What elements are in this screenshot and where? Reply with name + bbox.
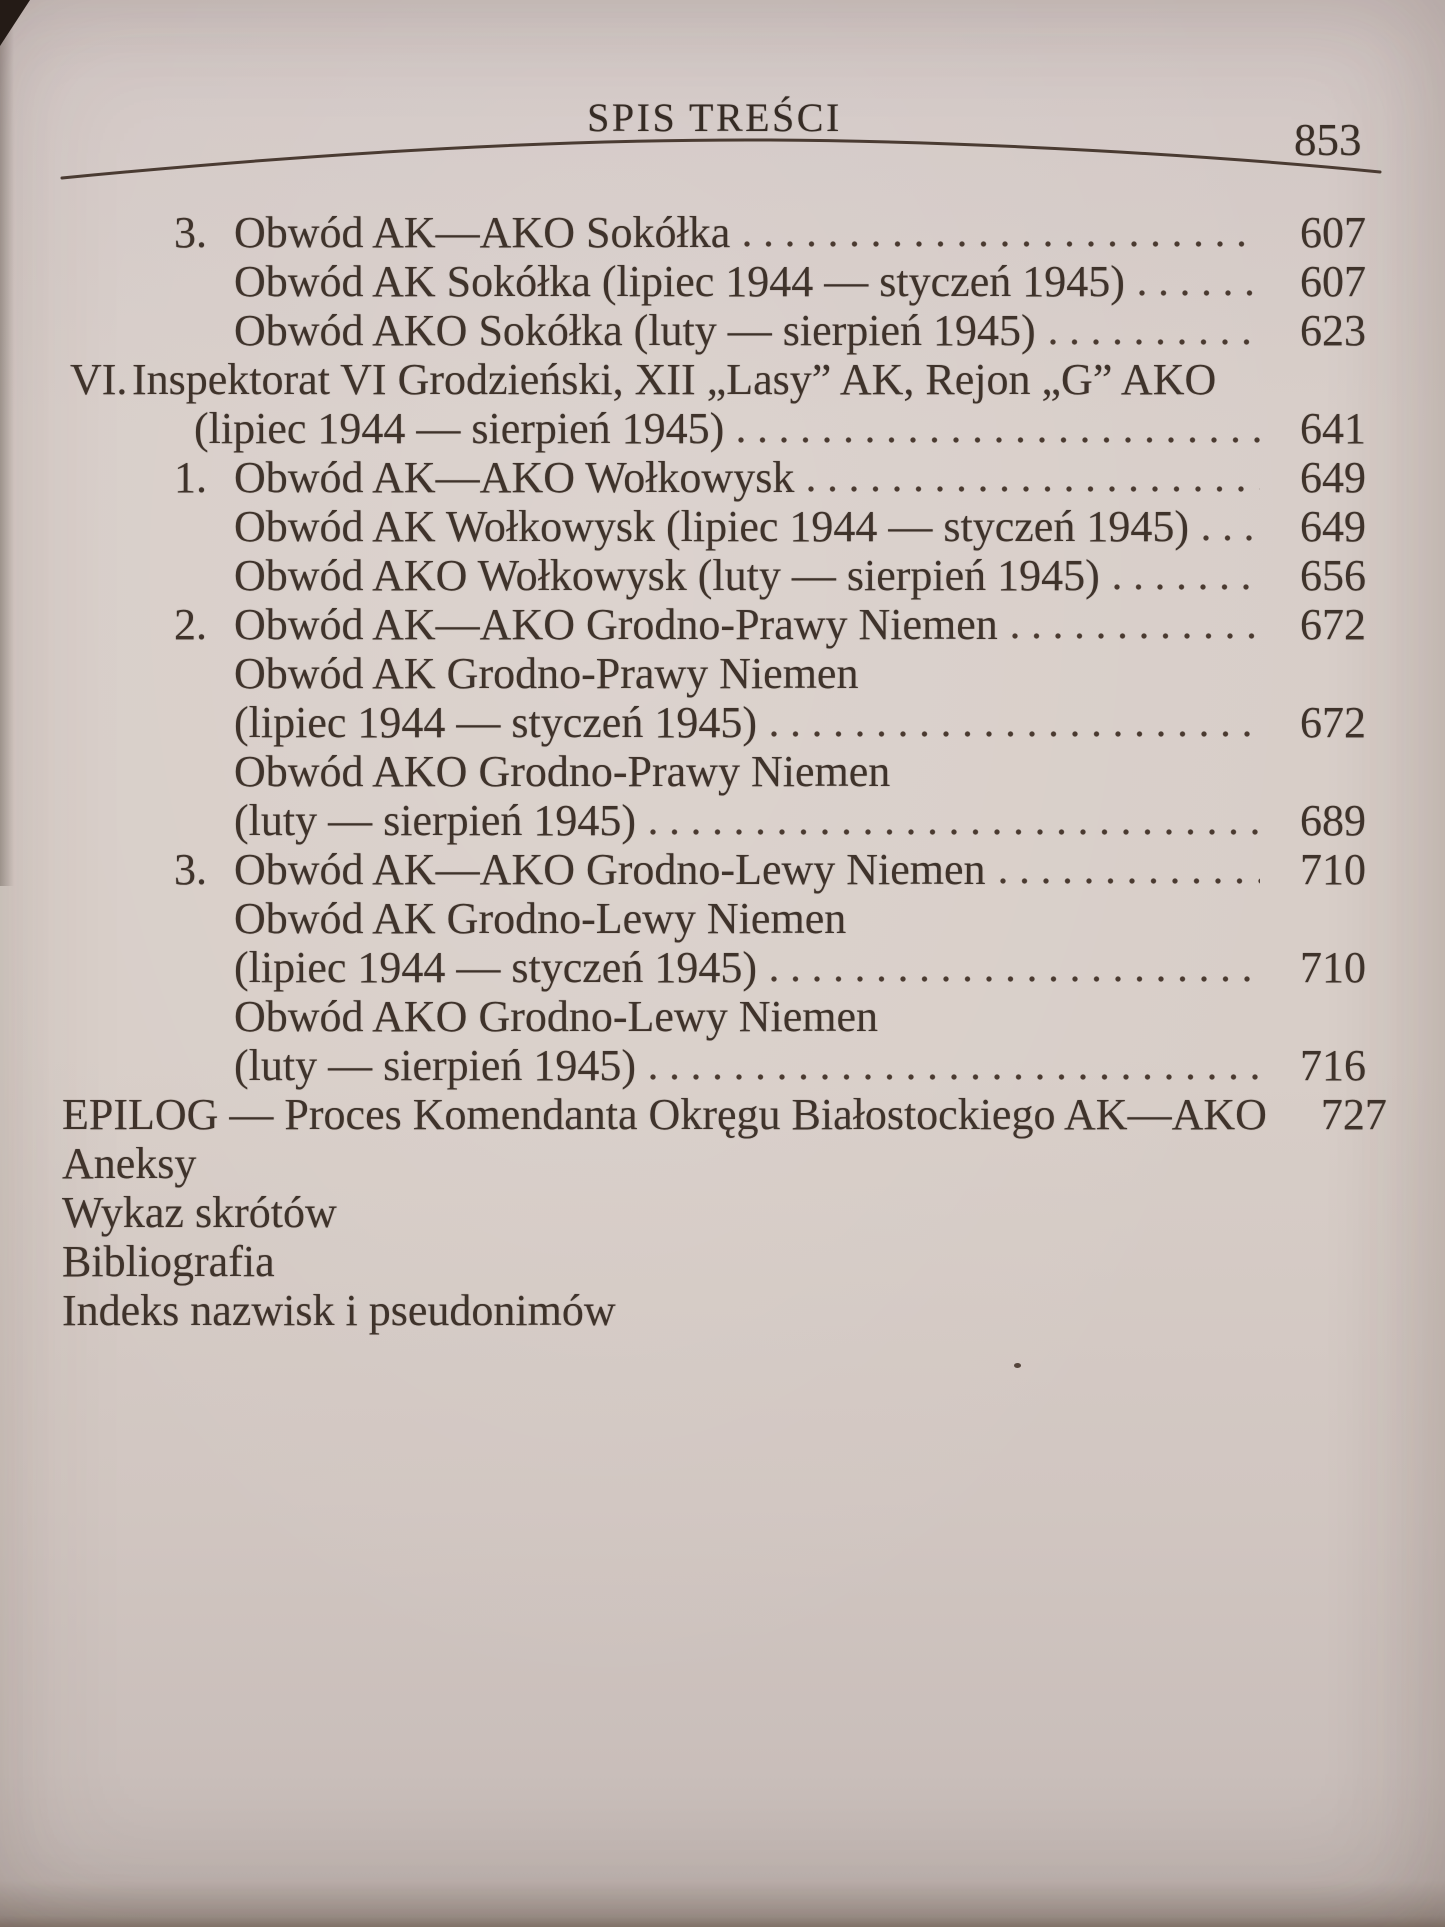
- toc-entry-title: Aneksy: [62, 1139, 197, 1188]
- dot-leader: [892, 1025, 1260, 1031]
- toc-entry-title: EPILOG — Proces Komendanta Okręgu Białostockiego AK—AKO: [62, 1090, 1267, 1139]
- dot-leader: [738, 437, 1260, 443]
- toc-row: [60, 992, 1378, 1041]
- dot-leader: [351, 1221, 1260, 1227]
- dot-leader: [1050, 339, 1260, 345]
- toc-row: [60, 600, 1378, 649]
- page-number: 853: [1294, 115, 1362, 165]
- toc-entry-title: Obwód AKO Grodno-Prawy Niemen: [234, 747, 891, 796]
- toc-entry-title: Obwód AK Wołkowysk (lipiec 1944 — styczeń 1945): [234, 502, 1189, 551]
- page-corner-shadow: [0, 0, 30, 46]
- toc-entry-number: 1.: [174, 453, 207, 502]
- dot-leader: [872, 682, 1260, 688]
- toc-row: [60, 796, 1378, 845]
- toc-entry-title: Obwód AK Sokółka (lipiec 1944 — styczeń 1945): [234, 257, 1125, 306]
- toc-row: [60, 1237, 1378, 1286]
- toc-entry-title: Obwód AK—AKO Sokółka: [234, 208, 731, 257]
- toc-entry-page: 689: [1300, 796, 1366, 845]
- dot-leader: [650, 829, 1260, 835]
- toc-row: [60, 1139, 1378, 1188]
- toc-row: [60, 208, 1378, 257]
- toc-entry-title: Obwód AK—AKO Grodno-Prawy Niemen: [234, 600, 998, 649]
- toc-entry-page: 710: [1300, 845, 1366, 894]
- toc-row: [60, 649, 1378, 698]
- toc-row: [60, 453, 1378, 502]
- dot-leader: [1139, 290, 1260, 296]
- toc-entry-page: 727: [1320, 1090, 1387, 1139]
- toc-row: [60, 698, 1378, 747]
- toc-entry-page: 607: [1300, 257, 1366, 306]
- dot-leader: [1000, 878, 1260, 884]
- paper-speck: [1014, 1363, 1021, 1368]
- dot-leader: [210, 1172, 1260, 1178]
- dot-leader: [289, 1270, 1260, 1276]
- toc-list: [60, 208, 1387, 1335]
- toc-entry-title: Obwód AKO Wołkowysk (luty — sierpień 1945): [234, 551, 1100, 600]
- toc-row: [60, 1090, 1387, 1139]
- toc-row: [60, 1041, 1378, 1090]
- toc-entry-page: 649: [1300, 453, 1366, 502]
- toc-entry-title: Obwód AK—AKO Grodno-Lewy Niemen: [234, 845, 986, 894]
- toc-entry-page: 607: [1300, 208, 1366, 257]
- toc-entry-page: 641: [1300, 404, 1366, 453]
- toc-entry-page: 710: [1300, 943, 1366, 992]
- toc-entry-page: 649: [1300, 502, 1366, 551]
- toc-entry-title: (luty — sierpień 1945): [234, 796, 637, 845]
- toc-row: [60, 943, 1378, 992]
- dot-leader: [860, 927, 1260, 933]
- toc-row: [60, 551, 1378, 600]
- toc-entry-number: 3.: [174, 845, 207, 894]
- toc-entry-title: Wykaz skrótów: [62, 1188, 337, 1237]
- toc-entry-page: 716: [1300, 1041, 1366, 1090]
- toc-row: [60, 1286, 1378, 1335]
- toc-entry-page: 672: [1300, 600, 1366, 649]
- toc-row: [60, 845, 1378, 894]
- toc-entry-title: Bibliografia: [62, 1237, 275, 1286]
- toc-entry-title: Obwód AK Grodno-Prawy Niemen: [234, 649, 859, 698]
- toc-entry-number: VI.: [70, 355, 128, 404]
- toc-entry-number: 3.: [174, 208, 207, 257]
- dot-leader: [1230, 388, 1260, 394]
- toc-row: [60, 747, 1378, 796]
- toc-row: [60, 502, 1378, 551]
- page-title: SPIS TREŚCI: [587, 95, 842, 140]
- toc-entry-title: Obwód AKO Sokółka (luty — sierpień 1945): [234, 306, 1036, 355]
- toc-entry-page: 656: [1300, 551, 1366, 600]
- dot-leader: [1114, 584, 1260, 590]
- toc-entry-title: Indeks nazwisk i pseudonimów: [62, 1286, 616, 1335]
- toc-row: [60, 257, 1378, 306]
- dot-leader: [771, 731, 1260, 737]
- toc-entry-title: Obwód AK—AKO Wołkowysk: [234, 453, 795, 502]
- dot-leader: [904, 780, 1260, 786]
- toc-row: [60, 355, 1378, 404]
- toc-entry-title: (lipiec 1944 — sierpień 1945): [194, 404, 725, 453]
- toc-entry-title: (lipiec 1944 — styczeń 1945): [234, 943, 757, 992]
- dot-leader: [1203, 535, 1260, 541]
- toc-row: [60, 894, 1378, 943]
- toc-entry-number: 2.: [174, 600, 207, 649]
- toc-entry-title: (luty — sierpień 1945): [234, 1041, 637, 1090]
- dot-leader: [630, 1319, 1260, 1325]
- dot-leader: [744, 241, 1260, 247]
- toc-entry-title: Obwód AK Grodno-Lewy Niemen: [234, 894, 847, 943]
- dot-leader: [1012, 633, 1260, 639]
- toc-entry-title: (lipiec 1944 — styczeń 1945): [234, 698, 757, 747]
- toc-entry-page: 672: [1300, 698, 1366, 747]
- toc-entry-page: 623: [1300, 306, 1366, 355]
- toc-row: [60, 306, 1378, 355]
- dot-leader: [650, 1074, 1260, 1080]
- toc-row: [60, 1188, 1378, 1237]
- dot-leader: [771, 976, 1260, 982]
- toc-entry-title: Obwód AKO Grodno-Lewy Niemen: [234, 992, 878, 1041]
- toc-entry-title: Inspektorat VI Grodzieński, XII „Lasy” AK, Rejon „G” AKO: [132, 355, 1217, 404]
- toc-row: [60, 404, 1378, 453]
- dot-leader: [808, 486, 1260, 492]
